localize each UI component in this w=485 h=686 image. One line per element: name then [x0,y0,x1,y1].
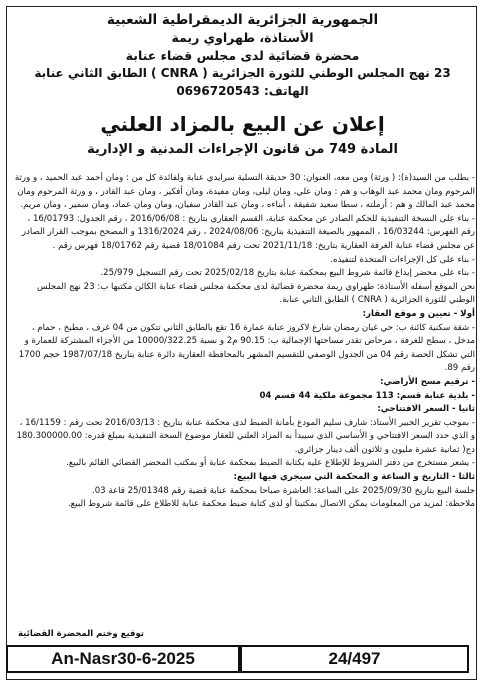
section-heading-property: أولا - تعيين و موقع العقار: [362,308,475,319]
notice-body [14,172,475,614]
notice-title: إعلان عن البيع بالمزاد العلني [100,112,385,136]
paragraph-bailiff: نحن الموقع أسفله الأستاذة: طهراوي ريمة محضرة قضائية لدى محكمة مجلس قضاء عنابة الكائن مكتبها ب: 23 نهج المجلس الوطني للثورة الجزائرية ( CNRA ) الطابق الثاني عنابة. [36,281,475,306]
paragraph-conditions: - يشعر مستخرج من دفتر الشروط للإطلاع عليه بكتابة الضبط بمحكمة عنابة أو بمكتب المحضر القضائي القائم بالبيع. [66,458,475,469]
paragraph-note: ملاحظة: لمزيد من المعلومات يمكن الاتصال بمكتبنا أو لدى كتابة ضبط محكمة عنابة للاطلاع على قائمة شروط البيع. [67,499,475,510]
notice-subtitle: المادة 749 من قانون الإجراءات المدنية و الإدارية [87,142,398,157]
header-role: محضرة قضائية لدى مجلس قضاء عنابة [125,48,360,63]
header-phone: الهاتف: 0696720543 [176,84,309,98]
paragraph-price: - بموجب تقرير الخبير الأستاذ: شارف سليم المودع بأمانة الضبط لدى محكمة عنابة بتاريخ : 2016/03/13 تحت رقم : 16/1159 ، و الذي حدد السعر الافتتاحي و الأساسي الذي سيبدأ به المزاد العلني للعقار موضوع السخة التنفيذية بمبلغ قدره: 180.300000.00 دج( ثمانية عشرة مليون و ثلاثون ألف دينار جزائري. [16,417,475,455]
signature-label: توقيع وختم المحضرة القضائية [18,629,145,639]
header-name: الأستاذة، طهراوي ريمة [171,30,314,45]
paragraph-requester: - بطلب من السيد(ة): ( ورثة) ومن معه، العنوان: 30 حديقة التسلية سرايدي عنابة ولفائدة كل من : ومان أحمد عبد الحميد ، و ورثة المرحوم ومان محمد عبد الوهاب و هم : ومان علي، ومان ليلى، ومان مفيدة، ومان أفكير ، ومان عبد القادر ، و ورثة المرحوم ومان محمد عبد المالك و هم : أرملته ، سطا سعيد شفيقة ، أبناءه ، ومان عبد القادر سفيان، ومان ومان عماد، ومان سمير ، ومان مريم. [14,173,475,211]
paragraph-property: - شقة سكنية كائنة ب: حي غيان رمضان شارع لاكروز عنابة عمارة 16 تقع بالطابق الثاني تتكون من 04 غرف ، مطبخ ، حمام ، مدخل ، سطح للغرفة ، مرحاض تقدر مساحتها الإجمالية ب: 90.15 م2 و نسبة 10000/322.25 من الأجزاء المشتركة للعمارة و التي تشكل الحصة رقم 04 من الجدول الوصفي للتقسيم المشهر بالمحافظة العقارية دائرة عنابة بتاريخ 1987/07/18 حجم 1700 رقم 89. [18,322,475,374]
paragraph-procedures: - بناء على كل الإجراءات المتخذة لتنفيذه. [330,254,475,265]
section-heading-date: ثالثا - التاريخ و الساعة و المحكمة التي سيجري فيها البيع: [233,472,475,483]
publication-reference: An-Nasr30-6-2025 [6,645,240,673]
notice-number: 24/497 [240,645,469,673]
section-heading-price: ثانيا - السعر الافتتاحي: [377,404,475,415]
paragraph-session: جلسة البيع بتاريخ 2025/09/30 على الساعة: العاشرة صباحا بمحكمة عنابة قضية رقم 25/01348 قاعة 03. [91,485,475,496]
paragraph-deposit: - بناء على محضر إيداع قائمة شروط البيع بمحكمة عنابة بتاريخ 2025/02/18 تحت رقم التسجيل 25/979. [100,268,475,279]
section-heading-cadastre: - ترقيم مسح الأراضي: [380,376,475,387]
header-republic: الجمهورية الجزائرية الديمقراطية الشعبية [106,12,379,28]
header-address: 23 نهج المجلس الوطني للثورة الجزائرية ( CNRA ) الطابق الثاني عنابة [34,66,451,80]
paragraph-judgment: - بناء على النسخة التنفيذية للحكم الصادر عن محكمة عنابة، القسم العقاري بتاريخ : 2016/06/08 ، رقم الجدول: 16/01793 ، رقم الفهرس: 16/03244 ، الممهور بالصيغة التنفيذية بتاريخ: 2024/08/06 ، رقم 1316/2024 و المصحح بموجب القرار الصادر عن مجلس قضاء عنابة الغرفة العقارية بتاريخ: 2021/11/18 تحت رقم 18/01084 قضية رقم 18/01762 فهرس رقم . [21,213,475,251]
paragraph-cadastre: - بلدية عنابة قسم: 113 مجموعة ملكية 44 قسم 04 [259,390,475,401]
